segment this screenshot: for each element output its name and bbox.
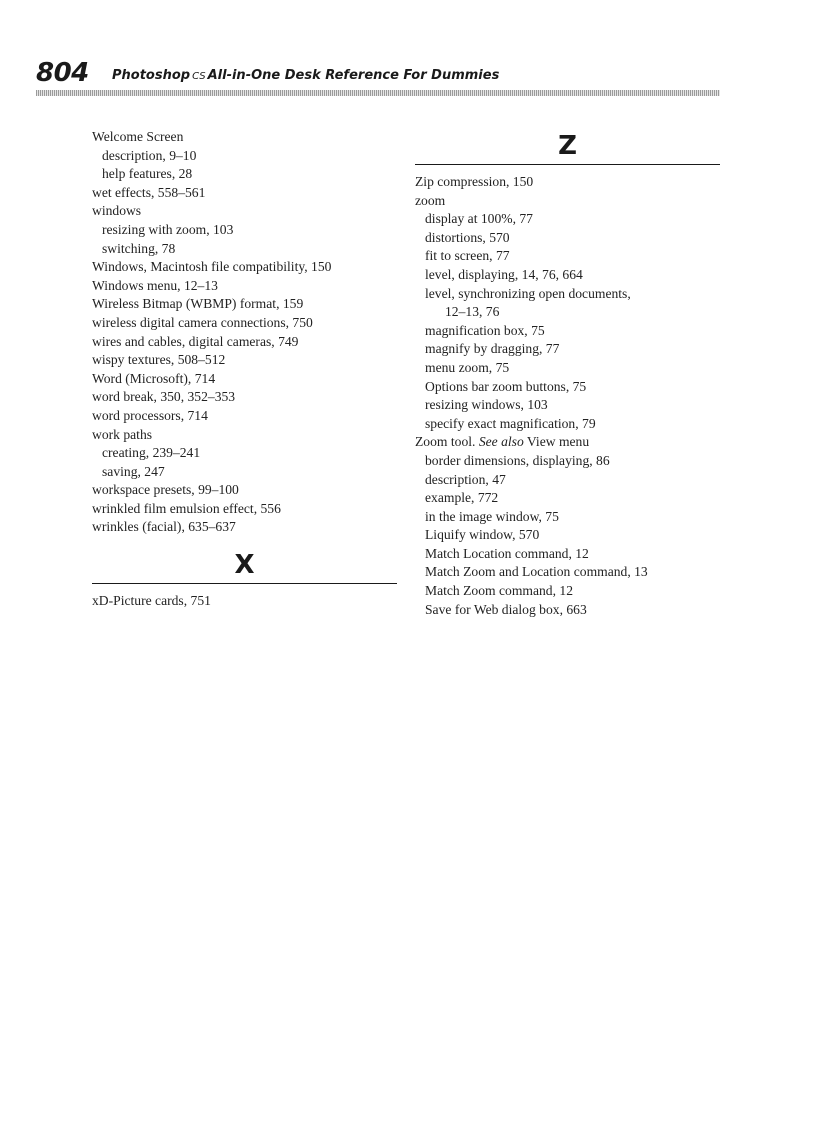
- zoom-tool-suffix: View menu: [523, 434, 590, 450]
- index-subentry: 12–13, 76: [445, 304, 500, 320]
- section-letter-z: Z: [558, 131, 577, 161]
- index-entry: wet effects, 558–561: [92, 184, 206, 200]
- index-subentry: level, displaying, 14, 76, 664: [425, 266, 583, 282]
- index-subentry: Match Zoom command, 12: [425, 583, 573, 599]
- index-subentry: menu zoom, 75: [425, 359, 510, 375]
- index-subentry: magnification box, 75: [425, 322, 545, 338]
- index-subentry: description, 9–10: [102, 147, 197, 163]
- index-subentry: magnify by dragging, 77: [425, 341, 560, 357]
- index-entry: word break, 350, 352–353: [92, 389, 236, 405]
- index-entry: Zip compression, 150: [415, 174, 534, 189]
- index-entry-zoom-tool: [415, 433, 720, 452]
- index-entry: Wireless Bitmap (WBMP) format, 159: [92, 296, 304, 312]
- z-entries-list: [415, 173, 720, 433]
- book-title-cs: CS: [192, 71, 206, 82]
- index-subentry: resizing with zoom, 103: [102, 221, 234, 237]
- index-subentry: display at 100%, 77: [425, 211, 533, 227]
- book-title-part2: All-in-One Desk Reference For Dummies: [207, 68, 500, 83]
- zoom-tool-prefix: Zoom tool.: [415, 434, 479, 450]
- section-heading-z: [415, 128, 720, 165]
- index-subentry: Save for Web dialog box, 663: [425, 601, 587, 617]
- index-subentry: creating, 239–241: [102, 445, 201, 461]
- page-number: 804: [36, 58, 89, 88]
- book-title: [112, 67, 499, 86]
- index-subentry: description, 47: [425, 471, 506, 487]
- see-also-reference: See also: [478, 434, 524, 450]
- index-subentry: resizing windows, 103: [425, 397, 548, 413]
- book-title-part1: Photoshop: [112, 68, 191, 83]
- index-subentry: saving, 247: [102, 463, 165, 479]
- index-entry: Word (Microsoft), 714: [92, 370, 216, 386]
- index-subentry: fit to screen, 77: [425, 248, 510, 264]
- section-letter-x: X: [234, 550, 255, 581]
- page-header: [36, 58, 720, 96]
- index-subentry: border dimensions, displaying, 86: [425, 452, 610, 468]
- x-entries-list: [92, 592, 397, 611]
- index-entry: Windows menu, 12–13: [92, 277, 218, 293]
- index-subentry: distortions, 570: [425, 229, 510, 245]
- index-entry: work paths: [92, 426, 153, 442]
- index-entry: windows: [92, 203, 142, 219]
- index-subentry: specify exact magnification, 79: [425, 415, 596, 431]
- index-column-left: [92, 128, 397, 611]
- index-subentry: help features, 28: [102, 166, 193, 182]
- index-entry: word processors, 714: [92, 407, 208, 423]
- header-rule: [36, 90, 720, 96]
- zoom-tool-entries-list: [415, 452, 720, 619]
- index-entry: xD-Picture cards, 751: [92, 593, 211, 609]
- left-entries-list: [92, 128, 397, 537]
- index-subentry: example, 772: [425, 490, 499, 506]
- section-heading-x: [92, 547, 397, 584]
- index-entry: Welcome Screen: [92, 129, 184, 144]
- index-subentry: Match Zoom and Location command, 13: [425, 564, 648, 580]
- index-entry: wispy textures, 508–512: [92, 352, 226, 368]
- index-entry: wireless digital camera connections, 750: [92, 314, 313, 330]
- index-column-right: [415, 128, 720, 619]
- index-entry: Windows, Macintosh file compatibility, 150: [92, 259, 332, 275]
- index-subentry: Options bar zoom buttons, 75: [425, 378, 587, 394]
- index-entry: wires and cables, digital cameras, 749: [92, 333, 299, 349]
- index-subentry: Liquify window, 570: [425, 527, 540, 543]
- index-subentry: level, synchronizing open documents,: [425, 285, 631, 301]
- index-subentry: in the image window, 75: [425, 508, 559, 524]
- index-entry: zoom: [415, 192, 446, 208]
- index-subentry: Match Location command, 12: [425, 545, 589, 561]
- index-entry: workspace presets, 99–100: [92, 482, 239, 498]
- index-entry: wrinkled film emulsion effect, 556: [92, 500, 281, 516]
- index-subentry: switching, 78: [102, 240, 176, 256]
- index-entry: wrinkles (facial), 635–637: [92, 519, 236, 535]
